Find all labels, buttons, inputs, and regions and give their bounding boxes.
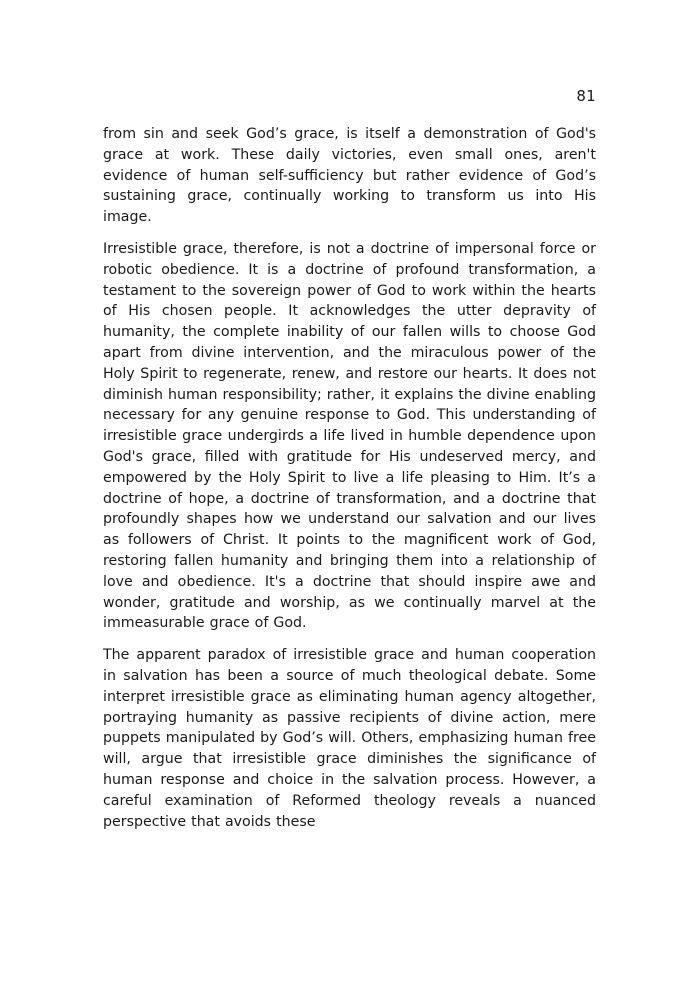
paragraph-3: The apparent paradox of irresistible grace and human cooperation in salvation has been a source of much theological debate. Some interpret irresistible grace as eliminating human agency altogether, portraying humanity as passive recipients of divine action, mere puppets manipulated by God’s will. Others, emphasizing human free will, argue that irresistible grace diminishes the significance of human response and choice in the salvation process. However, a careful examination of Reformed theology reveals a nuanced perspective that avoids these — [103, 647, 596, 830]
body-text — [103, 124, 596, 843]
page-number: 81 — [576, 87, 596, 105]
paragraph-2: Irresistible grace, therefore, is not a doctrine of impersonal force or robotic obedience. It is a doctrine of profound transformation, a testament to the sovereign power of God to work within the hearts of His chosen people. It acknowledges the utter depravity of humanity, the complete inability of our fallen wills to choose God apart from divine intervention, and the miraculous power of the Holy Spirit to regenerate, renew, and restore our hearts. It does not diminish human responsibility; rather, it explains the divine enabling necessary for any genuine response to God. This understanding of irresistible grace undergirds a life lived in humble dependence upon God's grace, filled with gratitude for His undeserved mercy, and empowered by the Holy Spirit to live a life pleasing to Him. It’s a doctrine of hope, a doctrine of transformation, and a doctrine that profoundly shapes how we understand our salvation and our lives as followers of Christ. It points to the magnificent work of God, restoring fallen humanity and bringing them into a relationship of love and obedience. It's a doctrine that should inspire awe and wonder, gratitude and worship, as we continually marvel at the immeasurable grace of God. — [103, 240, 596, 632]
paragraph-1: from sin and seek God’s grace, is itself a demonstration of God's grace at work. These daily victories, even small ones, aren't evidence of human self-sufficiency but rather evidence of God’s sustaining grace, continually working to transform us into His image. — [103, 126, 596, 226]
